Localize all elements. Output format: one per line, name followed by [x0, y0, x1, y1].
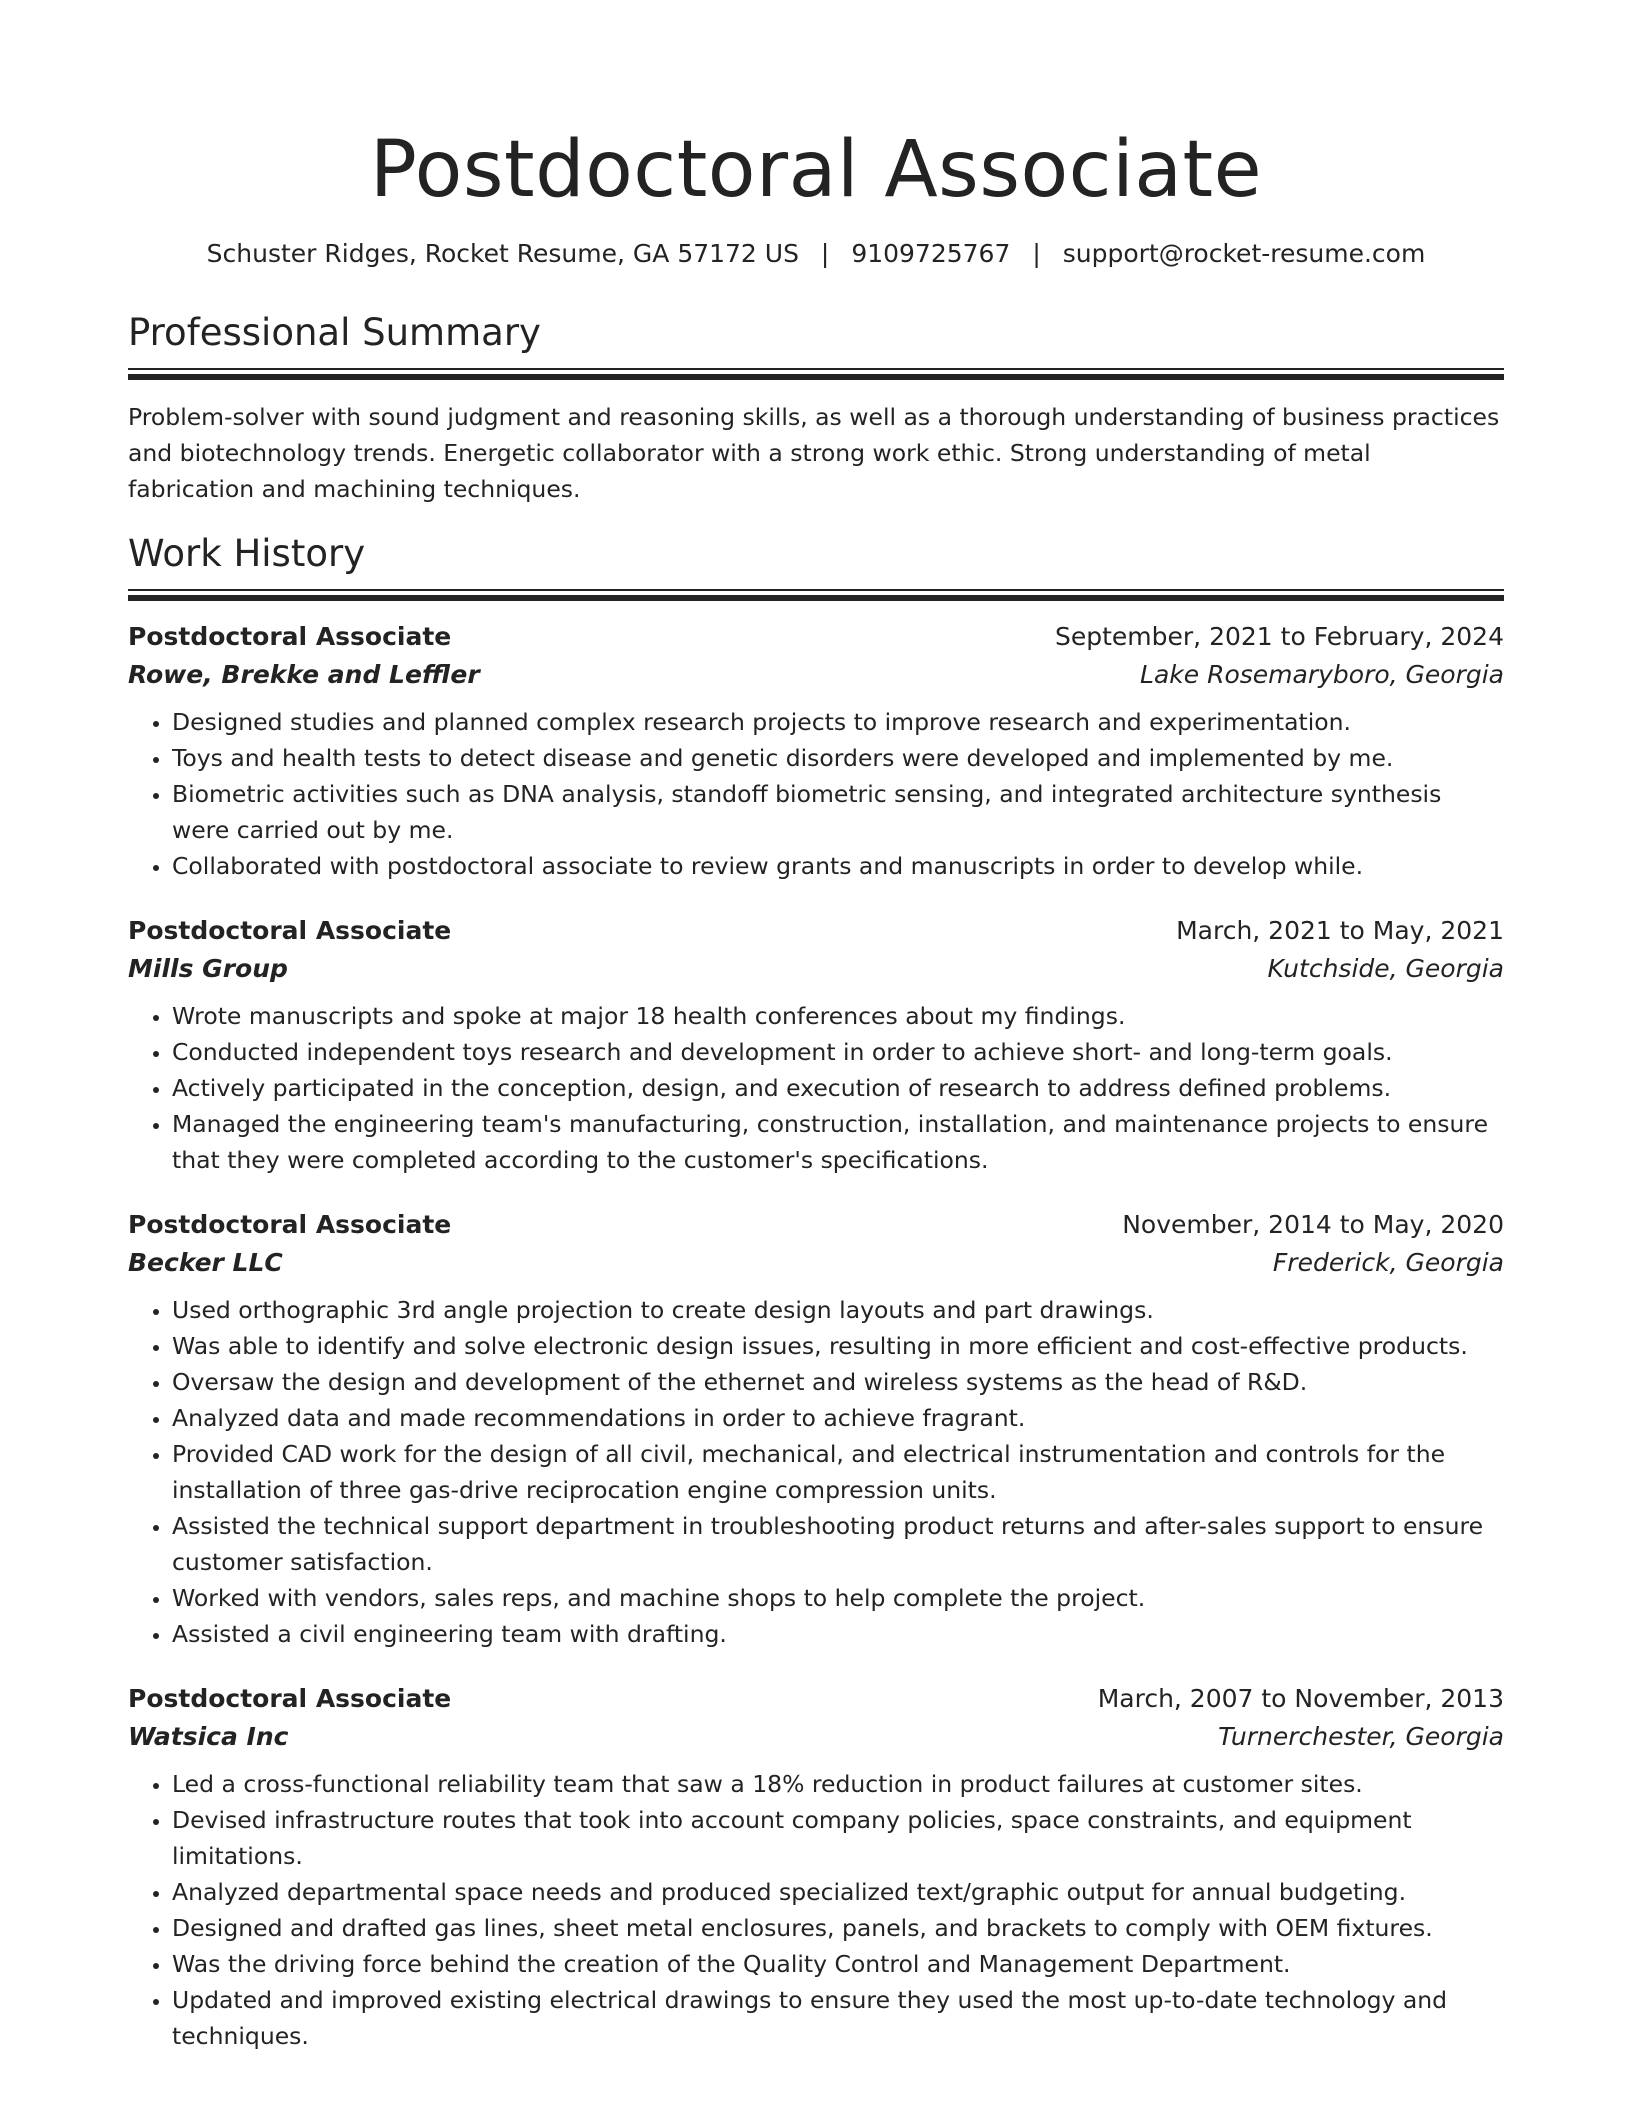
list-item: • Was the driving force behind the creation of the Quality Control and Management Department.	[172, 1946, 1504, 1982]
job-location: Frederick, Georgia	[1272, 1247, 1504, 1277]
contact-email: support@rocket-resume.com	[1062, 239, 1426, 268]
job-title: Postdoctoral Associate	[128, 915, 452, 945]
list-item: • Oversaw the design and development of the ethernet and wireless systems as the head of R&D.	[172, 1364, 1504, 1400]
job-entry	[128, 618, 1504, 884]
job-entry	[128, 1680, 1504, 2054]
list-item: • Updated and improved existing electrical drawings to ensure they used the most up-to-date technology and techniques.	[172, 1982, 1504, 2054]
job-entry	[128, 912, 1504, 1178]
list-item: • Led a cross-functional reliability team that saw a 18% reduction in product failures at customer sites.	[172, 1766, 1504, 1802]
job-dates: November, 2014 to May, 2020	[1122, 1209, 1504, 1239]
job-company: Rowe, Brekke and Leffler	[128, 659, 480, 689]
list-item: • Used orthographic 3rd angle projection to create design layouts and part drawings.	[172, 1292, 1504, 1328]
work-history-heading: Work History	[128, 531, 366, 575]
job-title: Postdoctoral Associate	[128, 1683, 452, 1713]
job-title: Postdoctoral Associate	[128, 1209, 452, 1239]
section-divider	[128, 589, 1504, 600]
list-item: • Assisted a civil engineering team with drafting.	[172, 1616, 1504, 1652]
job-bullets	[128, 1766, 1504, 2054]
list-item: • Designed and drafted gas lines, sheet metal enclosures, panels, and brackets to comply with OEM fixtures.	[172, 1910, 1504, 1946]
job-bullets	[128, 1292, 1504, 1652]
summary-text: Problem-solver with sound judgment and reasoning skills, as well as a thorough understanding of business practices and biotechnology trends. Energetic collaborator with a strong work ethic. Strong understanding of metal fabrication and machining techniques.	[128, 403, 1500, 503]
list-item: • Worked with vendors, sales reps, and machine shops to help complete the project.	[172, 1580, 1504, 1616]
contact-phone: 9109725767	[851, 239, 1011, 268]
job-bullets	[128, 998, 1504, 1178]
list-item: • Devised infrastructure routes that took into account company policies, space constraints, and equipment limitations.	[172, 1802, 1504, 1874]
resume-page	[128, 120, 1504, 2054]
list-item: • Designed studies and planned complex research projects to improve research and experimentation.	[172, 704, 1504, 740]
list-item: • Analyzed data and made recommendations in order to achieve fragrant.	[172, 1400, 1504, 1436]
job-bullets	[128, 704, 1504, 884]
list-item: • Biometric activities such as DNA analysis, standoff biometric sensing, and integrated architecture synthesis were carried out by me.	[172, 776, 1504, 848]
list-item: • Provided CAD work for the design of all civil, mechanical, and electrical instrumentation and controls for the installation of three gas-drive reciprocation engine compression units.	[172, 1436, 1504, 1508]
contact-separator: |	[820, 239, 830, 268]
job-dates: March, 2007 to November, 2013	[1097, 1683, 1504, 1713]
job-company: Becker LLC	[128, 1247, 283, 1277]
job-location: Kutchside, Georgia	[1267, 953, 1504, 983]
job-title: Postdoctoral Associate	[128, 621, 452, 651]
job-dates: September, 2021 to February, 2024	[1055, 621, 1504, 651]
summary-heading: Professional Summary	[128, 311, 541, 354]
job-dates: March, 2021 to May, 2021	[1176, 915, 1504, 945]
list-item: • Wrote manuscripts and spoke at major 18 health conferences about my findings.	[172, 998, 1504, 1034]
job-entry	[128, 1206, 1504, 1652]
list-item: • Was able to identify and solve electronic design issues, resulting in more efficient and cost-effective products.	[172, 1328, 1504, 1364]
list-item: • Collaborated with postdoctoral associate to review grants and manuscripts in order to develop while.	[172, 848, 1504, 884]
list-item: • Analyzed departmental space needs and produced specialized text/graphic output for annual budgeting.	[172, 1874, 1504, 1910]
list-item: • Toys and health tests to detect disease and genetic disorders were developed and implemented by me.	[172, 740, 1504, 776]
job-company: Watsica Inc	[128, 1721, 289, 1751]
list-item: • Actively participated in the conception, design, and execution of research to address defined problems.	[172, 1070, 1504, 1106]
job-location: Lake Rosemaryboro, Georgia	[1140, 659, 1504, 689]
list-item: • Managed the engineering team's manufacturing, construction, installation, and maintenance projects to ensure that they were completed according to the customer's specifications.	[172, 1106, 1504, 1178]
contact-line	[128, 238, 1504, 270]
contact-address: Schuster Ridges, Rocket Resume, GA 57172 US	[206, 239, 799, 268]
list-item: • Conducted independent toys research and development in order to achieve short- and long-term goals.	[172, 1034, 1504, 1070]
section-divider	[128, 368, 1504, 379]
job-location: Turnerchester, Georgia	[1218, 1721, 1504, 1751]
page-title: Postdoctoral Associate	[369, 125, 1263, 215]
job-company: Mills Group	[128, 953, 288, 983]
list-item: • Assisted the technical support department in troubleshooting product returns and after-sales support to ensure customer satisfaction.	[172, 1508, 1504, 1580]
contact-separator: |	[1032, 239, 1041, 268]
